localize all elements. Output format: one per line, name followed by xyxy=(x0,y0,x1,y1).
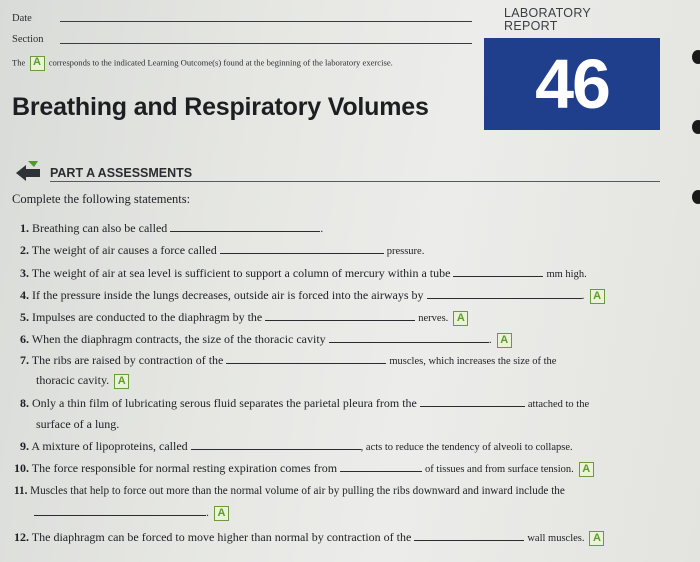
learning-outcome-icon xyxy=(579,462,594,477)
question-11 xyxy=(14,484,565,498)
learning-outcome-icon xyxy=(497,333,512,348)
part-a-divider xyxy=(50,181,660,182)
learning-outcome-letter: A xyxy=(217,506,226,519)
section-label: Section xyxy=(12,34,44,45)
binder-hole xyxy=(692,50,700,64)
question-number: 9. xyxy=(20,439,29,453)
question-text-continued: surface of a lung. xyxy=(36,417,120,431)
question-text: Only a thin film of lubricating serous fluid separates the parietal pleura from the xyxy=(32,396,417,410)
question-text: If the pressure inside the lungs decreases, outside air is forced into the airways by xyxy=(32,288,424,302)
answer-blank[interactable] xyxy=(420,396,525,407)
question-text: Breathing can also be called xyxy=(32,221,168,235)
answer-blank[interactable] xyxy=(220,243,384,254)
question-3 xyxy=(20,266,587,282)
question-text-continued: thoracic cavity. xyxy=(36,373,110,387)
question-2 xyxy=(20,243,424,259)
question-text-end: wall muscles. xyxy=(527,533,585,544)
answer-blank[interactable] xyxy=(329,332,489,343)
question-10 xyxy=(14,461,596,477)
learning-outcome-icon xyxy=(30,56,45,71)
question-text: A mixture of lipoproteins, called xyxy=(31,439,188,453)
question-text-end: . xyxy=(206,505,209,519)
question-number: 5. xyxy=(20,310,29,324)
learning-outcome-icon xyxy=(114,374,129,389)
question-number: 10. xyxy=(14,461,29,475)
question-number: 7. xyxy=(20,353,29,367)
answer-blank[interactable] xyxy=(340,461,422,472)
outcome-note-after: corresponds to the indicated Learning Outcome(s) found at the beginning of the laboratory exercise. xyxy=(48,57,393,68)
question-number: 3. xyxy=(20,266,29,280)
question-text-end: pressure. xyxy=(386,246,425,257)
question-9 xyxy=(20,439,573,455)
binder-hole xyxy=(692,120,700,134)
assessment-arrow-icon xyxy=(14,159,44,183)
answer-blank[interactable] xyxy=(191,439,361,450)
question-text: The weight of air at sea level is sufficient to support a column of mercury within a tube xyxy=(31,266,451,280)
learning-outcome-letter: A xyxy=(593,531,601,544)
question-number: 1. xyxy=(20,221,29,235)
report-number: 46 xyxy=(535,45,609,123)
question-text: The force responsible for normal resting expiration comes from xyxy=(31,461,338,475)
outcome-note-before: The xyxy=(12,57,26,68)
question-number: 8. xyxy=(20,396,29,410)
question-7-continued xyxy=(36,373,131,389)
question-text: Impulses are conducted to the diaphragm by the xyxy=(32,310,263,324)
learning-outcome-letter: A xyxy=(582,462,591,475)
question-5 xyxy=(20,310,470,326)
date-field[interactable] xyxy=(60,21,472,22)
outcome-note xyxy=(12,56,393,71)
question-text-end: nerves. xyxy=(418,313,449,324)
question-7 xyxy=(20,353,556,369)
question-text: The ribs are raised by contraction of the xyxy=(31,353,224,367)
binder-hole xyxy=(692,190,700,204)
lab-report-heading xyxy=(504,7,624,33)
binder-holes xyxy=(688,40,700,260)
question-11-continued xyxy=(34,505,231,521)
answer-blank[interactable] xyxy=(34,505,206,516)
answer-blank[interactable] xyxy=(226,353,386,364)
question-text: When the diaphragm contracts, the size of the thoracic cavity xyxy=(31,332,326,346)
question-1 xyxy=(20,221,323,235)
question-text: Muscles that help to force out more than the normal volume of air by pulling the ribs downward and inward include the xyxy=(30,485,565,497)
answer-blank[interactable] xyxy=(427,288,582,299)
question-number: 11. xyxy=(14,485,28,497)
lab-report-line-2: REPORT xyxy=(504,19,558,33)
answer-blank[interactable] xyxy=(265,310,415,321)
question-text-end: . xyxy=(320,221,324,235)
lab-report-line-1: LABORATORY xyxy=(504,6,592,20)
answer-blank[interactable] xyxy=(170,221,320,232)
learning-outcome-letter: A xyxy=(456,311,465,324)
question-6 xyxy=(20,332,514,348)
answer-blank[interactable] xyxy=(453,266,543,277)
page-title: Breathing and Respiratory Volumes xyxy=(12,93,429,121)
learning-outcome-letter: A xyxy=(500,333,509,346)
question-number: 4. xyxy=(20,288,29,302)
learning-outcome-letter: A xyxy=(593,289,602,302)
question-text-end: , acts to reduce the tendency of alveoli to collapse. xyxy=(360,442,573,453)
question-text-end: attached to the xyxy=(527,399,590,410)
date-label: Date xyxy=(12,13,32,24)
learning-outcome-letter: A xyxy=(117,374,126,387)
instructions: Complete the following statements: xyxy=(12,192,191,206)
learning-outcome-icon xyxy=(453,311,468,326)
question-text-end: muscles, which increases the size of the xyxy=(389,356,557,367)
question-12 xyxy=(14,530,606,546)
question-8-continued xyxy=(36,417,119,431)
learning-outcome-letter: A xyxy=(33,56,41,68)
answer-blank[interactable] xyxy=(414,530,524,541)
question-number: 6. xyxy=(20,332,29,346)
question-text: The diaphragm can be forced to move higher than normal by contraction of the xyxy=(31,530,412,544)
section-field[interactable] xyxy=(60,43,472,44)
report-number-box xyxy=(484,38,660,130)
question-text: The weight of air causes a force called xyxy=(31,243,217,257)
question-number: 12. xyxy=(14,530,29,544)
learning-outcome-icon xyxy=(590,289,605,304)
learning-outcome-icon xyxy=(589,531,604,546)
question-text-end: mm high. xyxy=(546,269,587,280)
question-text-end: of tissues and from surface tension. xyxy=(425,464,574,475)
question-text-end: . xyxy=(488,332,492,346)
question-number: 2. xyxy=(20,243,29,257)
learning-outcome-icon xyxy=(214,506,229,521)
question-text-end: . xyxy=(581,288,585,302)
part-a-title: PART A ASSESSMENTS xyxy=(50,166,193,180)
question-8 xyxy=(20,396,589,412)
question-4 xyxy=(20,288,607,304)
